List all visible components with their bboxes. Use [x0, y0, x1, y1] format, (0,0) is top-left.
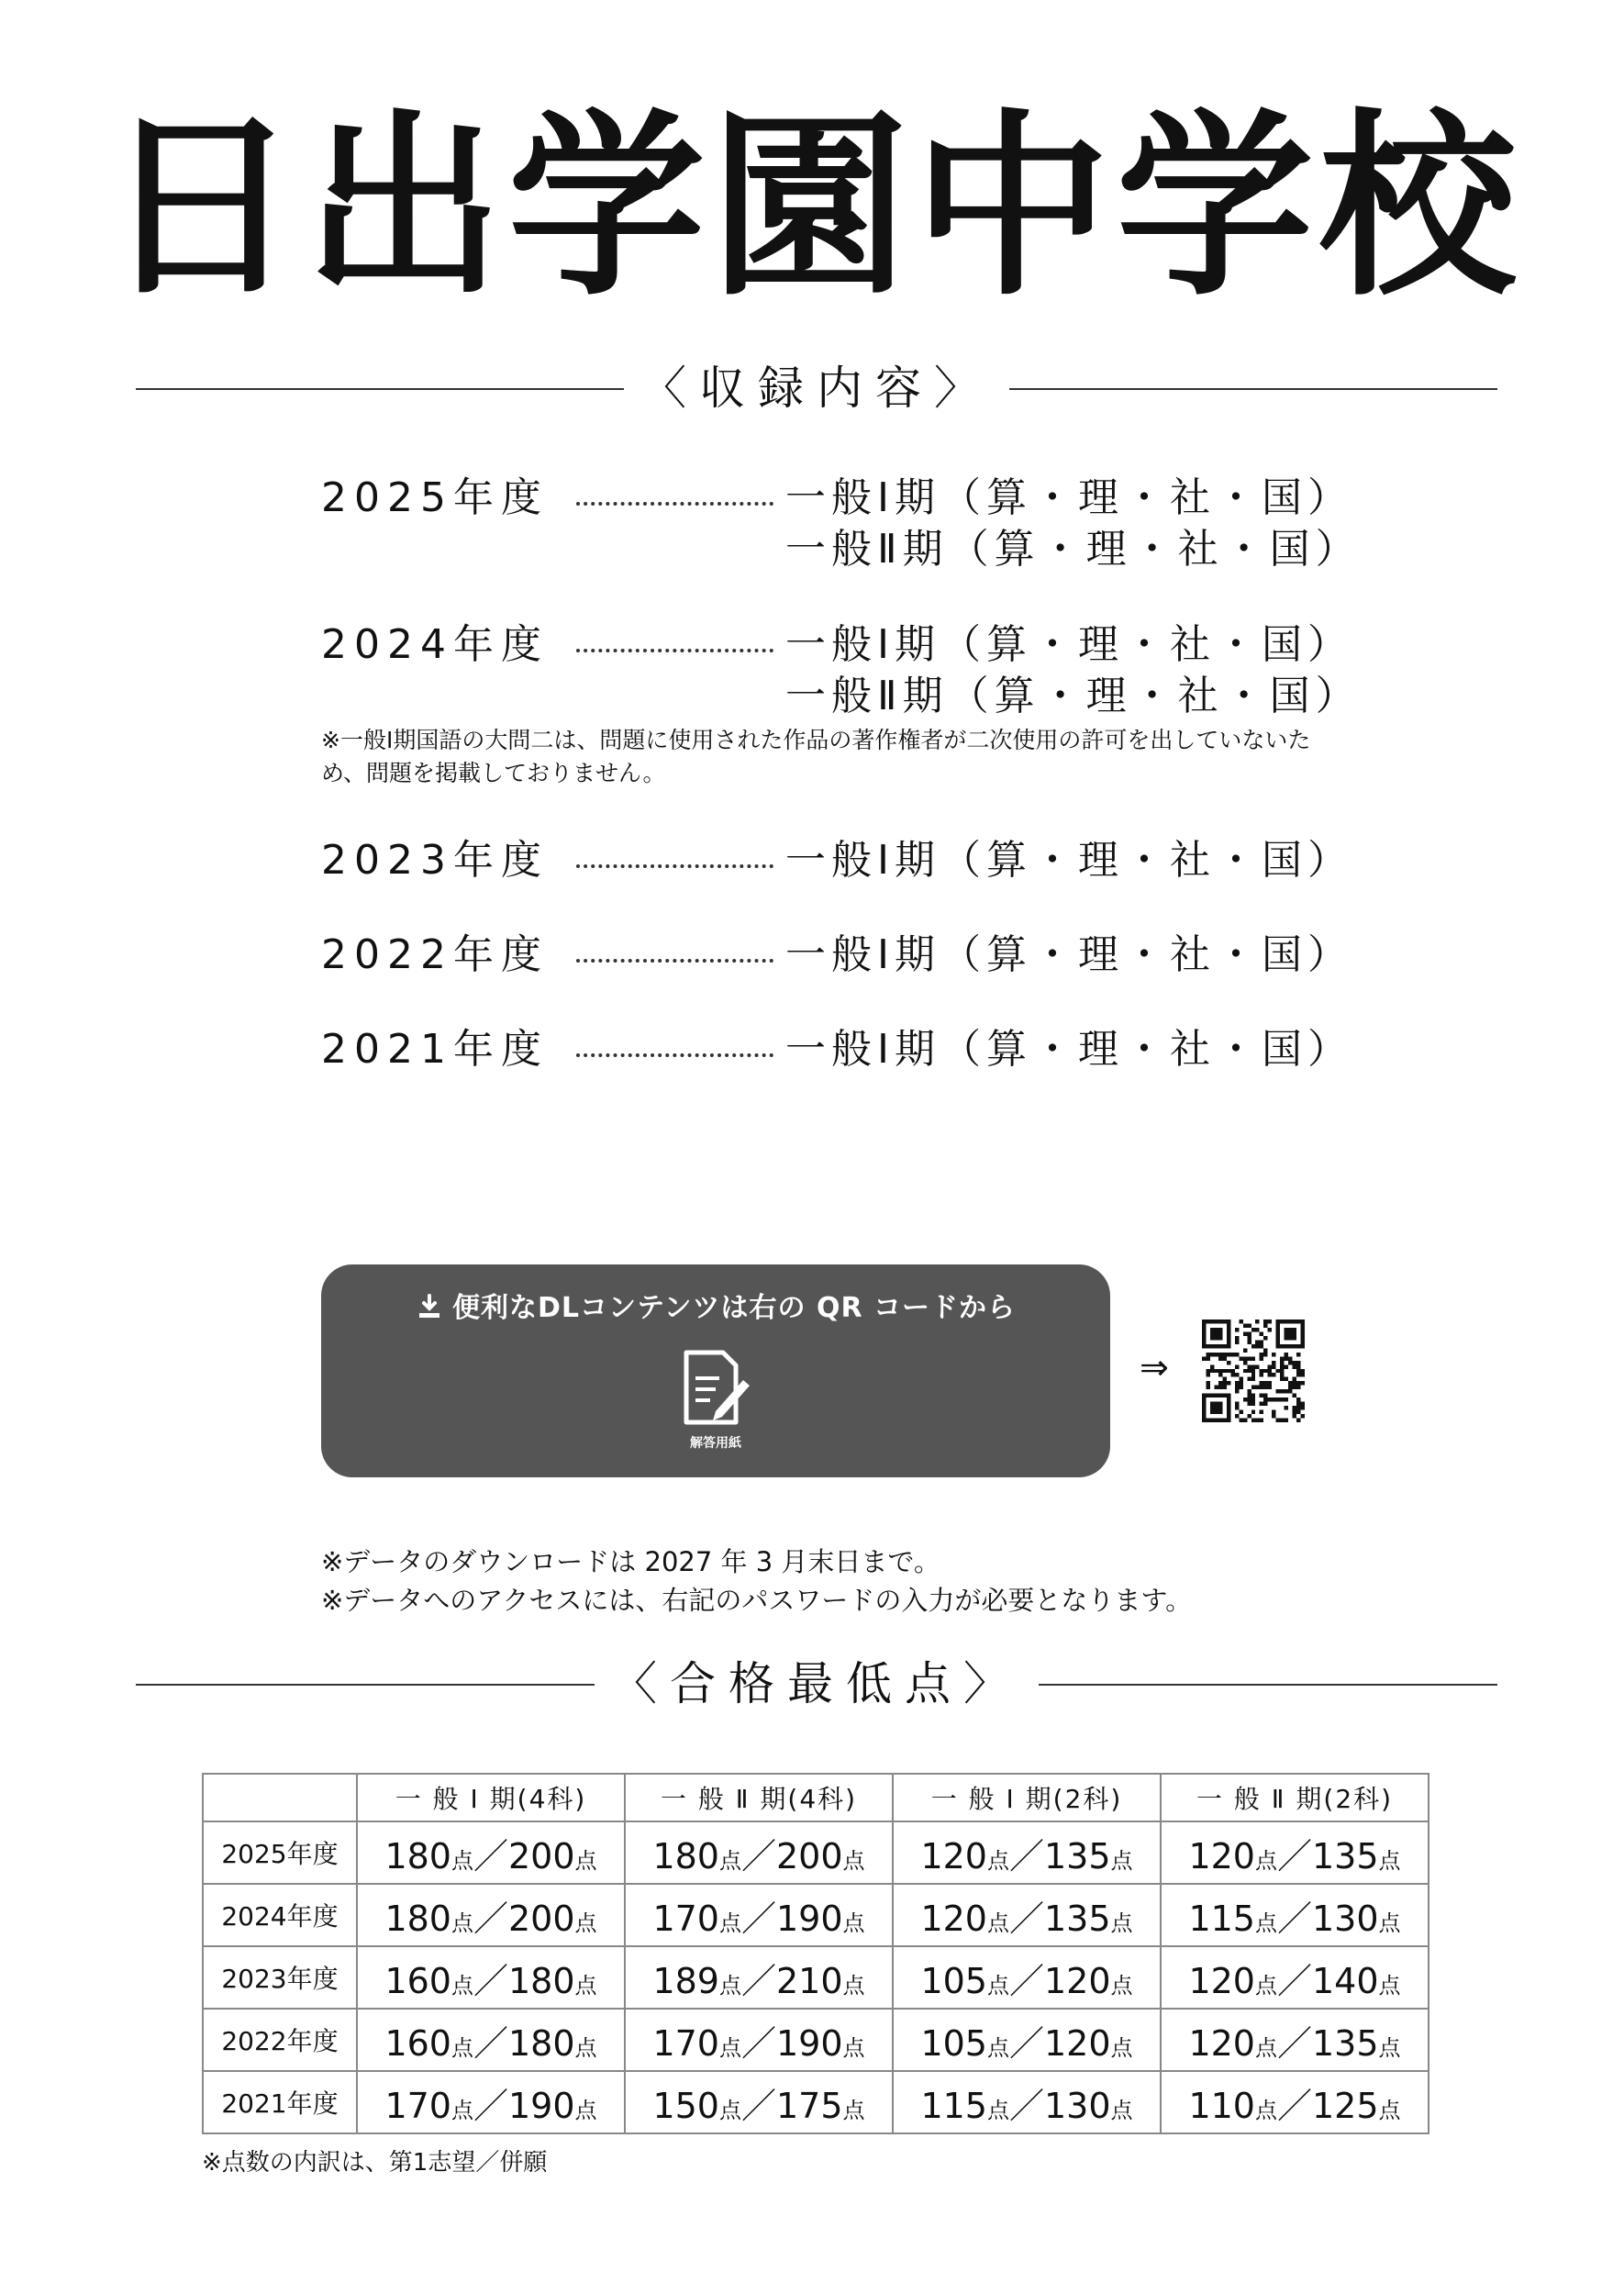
score-cell — [1161, 1884, 1429, 1946]
leader-dots — [576, 864, 773, 868]
first-choice-score: 170 — [652, 1898, 719, 1939]
score-separator: ／ — [1276, 1835, 1312, 1876]
score-unit: 点 — [718, 1972, 741, 1999]
first-choice-score: 160 — [384, 2022, 451, 2064]
combined-score: 190 — [776, 2022, 843, 2064]
contents-row — [321, 524, 1362, 575]
contents-entry — [321, 619, 1362, 722]
score-cell — [625, 1884, 893, 1946]
first-choice-score: 115 — [1188, 1898, 1255, 1939]
score-unit: 点 — [450, 1847, 473, 1874]
first-choice-score: 170 — [384, 2085, 451, 2126]
score-separator: ／ — [1008, 1960, 1044, 2001]
column-header: 一 般 Ⅰ 期(2科) — [893, 1774, 1161, 1821]
score-unit: 点 — [1110, 1847, 1133, 1874]
score-separator: ／ — [740, 1898, 776, 1939]
dl-content-box[interactable] — [321, 1264, 1110, 1477]
contents-section-header — [136, 356, 1497, 420]
contents-note: ※一般Ⅰ期国語の大問二は、問題に使用された作品の著作権者が二次使用の許可を出していないため、問題を掲載しておりません。 — [321, 727, 1311, 786]
score-unit: 点 — [450, 1910, 473, 1936]
combined-score: 210 — [776, 1960, 843, 2001]
contents-year: 2024年度 — [321, 621, 549, 668]
row-year: 2022年度 — [203, 2009, 357, 2071]
score-unit: 点 — [1254, 1972, 1277, 1999]
score-unit: 点 — [718, 2097, 741, 2123]
combined-score: 180 — [508, 1960, 575, 2001]
combined-score: 200 — [776, 1835, 843, 1876]
score-unit: 点 — [450, 2097, 473, 2123]
score-cell — [357, 1884, 625, 1946]
score-cell — [893, 1821, 1161, 1884]
score-cell — [893, 2071, 1161, 2133]
leader-dots — [576, 649, 773, 652]
row-year: 2024年度 — [203, 1884, 357, 1946]
combined-score: 120 — [1044, 1960, 1111, 2001]
score-unit: 点 — [574, 1972, 597, 1999]
combined-score: 175 — [776, 2085, 843, 2126]
contents-entry — [321, 930, 1353, 981]
dl-note: ※データのダウンロードは 2027 年 3 月末日まで。 — [321, 1546, 940, 1577]
table-row — [203, 2071, 1429, 2133]
combined-score: 200 — [508, 1835, 575, 1876]
score-unit: 点 — [1254, 2097, 1277, 2123]
first-choice-score: 150 — [652, 2085, 719, 2126]
first-choice-score: 115 — [920, 2085, 987, 2126]
score-unit: 点 — [1110, 2034, 1133, 2061]
score-separator: ／ — [740, 2085, 776, 2126]
column-header: 一 般 Ⅱ 期(2科) — [1161, 1774, 1429, 1821]
score-unit: 点 — [842, 2097, 865, 2123]
contents-entry — [321, 473, 1362, 575]
score-cell — [1161, 2071, 1429, 2133]
answer-sheet-icon — [679, 1347, 752, 1435]
score-unit: 点 — [574, 2097, 597, 2123]
score-separator: ／ — [1008, 2022, 1044, 2064]
score-unit: 点 — [1254, 1910, 1277, 1936]
combined-score: 135 — [1312, 2022, 1379, 2064]
combined-score: 200 — [508, 1898, 575, 1939]
first-choice-score: 180 — [652, 1835, 719, 1876]
score-unit: 点 — [842, 1910, 865, 1936]
score-unit: 点 — [986, 2034, 1009, 2061]
combined-score: 130 — [1044, 2085, 1111, 2126]
score-cell — [893, 2009, 1161, 2071]
contents-year: 2022年度 — [321, 931, 549, 978]
table-row — [203, 1946, 1429, 2009]
score-unit: 点 — [1378, 1972, 1401, 1999]
table-row — [203, 2009, 1429, 2071]
score-unit: 点 — [842, 2034, 865, 2061]
score-unit: 点 — [1378, 1910, 1401, 1936]
score-unit: 点 — [986, 1972, 1009, 1999]
score-unit: 点 — [1378, 2097, 1401, 2123]
score-unit: 点 — [574, 2034, 597, 2061]
combined-score: 190 — [776, 1898, 843, 1939]
combined-score: 135 — [1312, 1835, 1379, 1876]
first-choice-score: 180 — [384, 1835, 451, 1876]
dl-note: ※データへのアクセスには、右記のパスワードの入力が必要となります。 — [321, 1585, 1193, 1616]
contents-year: 2023年度 — [321, 837, 549, 884]
contents-row — [321, 473, 1353, 524]
combined-score: 125 — [1312, 2085, 1379, 2126]
table-row — [203, 1821, 1429, 1884]
score-cell — [625, 2071, 893, 2133]
score-cell — [625, 1821, 893, 1884]
minimum-score-table — [202, 1773, 1429, 2134]
leader-dots — [576, 959, 773, 963]
first-choice-score: 120 — [920, 1898, 987, 1939]
score-unit: 点 — [1254, 1847, 1277, 1874]
score-unit: 点 — [1254, 2034, 1277, 2061]
score-unit: 点 — [986, 1910, 1009, 1936]
score-cell — [625, 2009, 893, 2071]
table-row — [203, 1884, 1429, 1946]
first-choice-score: 120 — [1188, 1835, 1255, 1876]
score-separator: ／ — [473, 1835, 508, 1876]
qr-code[interactable] — [1202, 1320, 1305, 1422]
score-unit: 点 — [986, 2097, 1009, 2123]
contents-exam: 一般Ⅰ期（算・理・社・国） — [785, 837, 1353, 884]
contents-entry — [321, 1024, 1353, 1075]
contents-year: 2021年度 — [321, 1026, 549, 1073]
score-unit: 点 — [718, 1847, 741, 1874]
score-unit: 点 — [1378, 2034, 1401, 2061]
contents-exam: 一般Ⅰ期（算・理・社・国） — [785, 621, 1353, 668]
score-separator: ／ — [473, 1898, 508, 1939]
combined-score: 130 — [1312, 1898, 1379, 1939]
contents-exam: 一般Ⅰ期（算・理・社・国） — [785, 931, 1353, 978]
score-unit: 点 — [450, 2034, 473, 2061]
combined-score: 190 — [508, 2085, 575, 2126]
arrow-icon: ⇒ — [1140, 1347, 1169, 1387]
score-unit: 点 — [1110, 1972, 1133, 1999]
row-year: 2025年度 — [203, 1821, 357, 1884]
score-unit: 点 — [986, 1847, 1009, 1874]
dl-box-title-text: 便利なDLコンテンツは右の QR コードから — [451, 1292, 1016, 1324]
first-choice-score: 110 — [1188, 2085, 1255, 2126]
score-cell — [893, 1884, 1161, 1946]
score-separator: ／ — [740, 1960, 776, 2001]
score-unit: 点 — [1110, 1910, 1133, 1936]
score-separator: ／ — [473, 2022, 508, 2064]
combined-score: 135 — [1044, 1835, 1111, 1876]
score-separator: ／ — [1008, 2085, 1044, 2126]
score-separator: ／ — [740, 2022, 776, 2064]
score-unit: 点 — [450, 1972, 473, 1999]
score-cell — [357, 2071, 625, 2133]
row-year: 2021年度 — [203, 2071, 357, 2133]
score-unit: 点 — [574, 1847, 597, 1874]
combined-score: 180 — [508, 2022, 575, 2064]
table-note: ※点数の内訳は、第1志望／併願 — [202, 2149, 548, 2177]
score-unit: 点 — [842, 1972, 865, 1999]
score-cell — [357, 1821, 625, 1884]
first-choice-score: 120 — [1188, 1960, 1255, 2001]
first-choice-score: 105 — [920, 1960, 987, 2001]
score-separator: ／ — [1276, 2085, 1312, 2126]
column-header: 一 般 Ⅰ 期(4科) — [357, 1774, 625, 1821]
contents-entry — [321, 835, 1353, 886]
first-choice-score: 170 — [652, 2022, 719, 2064]
score-separator: ／ — [473, 2085, 508, 2126]
contents-exam: 一般Ⅱ期（算・理・社・国） — [785, 526, 1362, 573]
score-separator: ／ — [740, 1835, 776, 1876]
table-corner-cell — [203, 1774, 357, 1821]
contents-row — [321, 835, 1353, 886]
first-choice-score: 189 — [652, 1960, 719, 2001]
score-separator: ／ — [1276, 1898, 1312, 1939]
scores-section-header — [136, 1652, 1497, 1716]
score-cell — [357, 2009, 625, 2071]
score-cell — [893, 1946, 1161, 2009]
answer-sheet-label: 解答用紙 — [690, 1436, 741, 1451]
combined-score: 140 — [1312, 1960, 1379, 2001]
score-unit: 点 — [1110, 2097, 1133, 2123]
download-icon — [416, 1293, 443, 1328]
first-choice-score: 105 — [920, 2022, 987, 2064]
contents-exam: 一般Ⅰ期（算・理・社・国） — [785, 474, 1353, 521]
leader-dots — [576, 502, 773, 506]
first-choice-score: 160 — [384, 1960, 451, 2001]
score-separator: ／ — [473, 1960, 508, 2001]
first-choice-score: 120 — [1188, 2022, 1255, 2064]
contents-year: 2025年度 — [321, 474, 549, 521]
score-unit: 点 — [574, 1910, 597, 1936]
first-choice-score: 120 — [920, 1835, 987, 1876]
combined-score: 120 — [1044, 2022, 1111, 2064]
scores-header-label: 〈合格最低点〉 — [595, 1652, 1039, 1716]
score-cell — [1161, 1821, 1429, 1884]
score-separator: ／ — [1276, 2022, 1312, 2064]
score-unit: 点 — [718, 2034, 741, 2061]
score-unit: 点 — [718, 1910, 741, 1936]
score-cell — [1161, 2009, 1429, 2071]
first-choice-score: 180 — [384, 1898, 451, 1939]
score-separator: ／ — [1276, 1960, 1312, 2001]
contents-row — [321, 619, 1353, 671]
score-unit: 点 — [1378, 1847, 1401, 1874]
score-separator: ／ — [1008, 1835, 1044, 1876]
score-separator: ／ — [1008, 1898, 1044, 1939]
row-year: 2023年度 — [203, 1946, 357, 2009]
contents-row — [321, 671, 1362, 722]
contents-exam: 一般Ⅰ期（算・理・社・国） — [785, 1026, 1353, 1073]
dl-box-title — [321, 1285, 1110, 1328]
table-header-row — [203, 1774, 1429, 1821]
combined-score: 135 — [1044, 1898, 1111, 1939]
column-header: 一 般 Ⅱ 期(4科) — [625, 1774, 893, 1821]
school-title: 日出学園中学校 — [102, 92, 1522, 322]
score-cell — [625, 1946, 893, 2009]
leader-dots — [576, 1053, 773, 1057]
contents-row — [321, 930, 1353, 981]
score-cell — [1161, 1946, 1429, 2009]
score-unit: 点 — [842, 1847, 865, 1874]
contents-row — [321, 1024, 1353, 1075]
score-cell — [357, 1946, 625, 2009]
contents-header-label: 〈収録内容〉 — [624, 356, 1009, 420]
contents-exam: 一般Ⅱ期（算・理・社・国） — [785, 673, 1362, 719]
